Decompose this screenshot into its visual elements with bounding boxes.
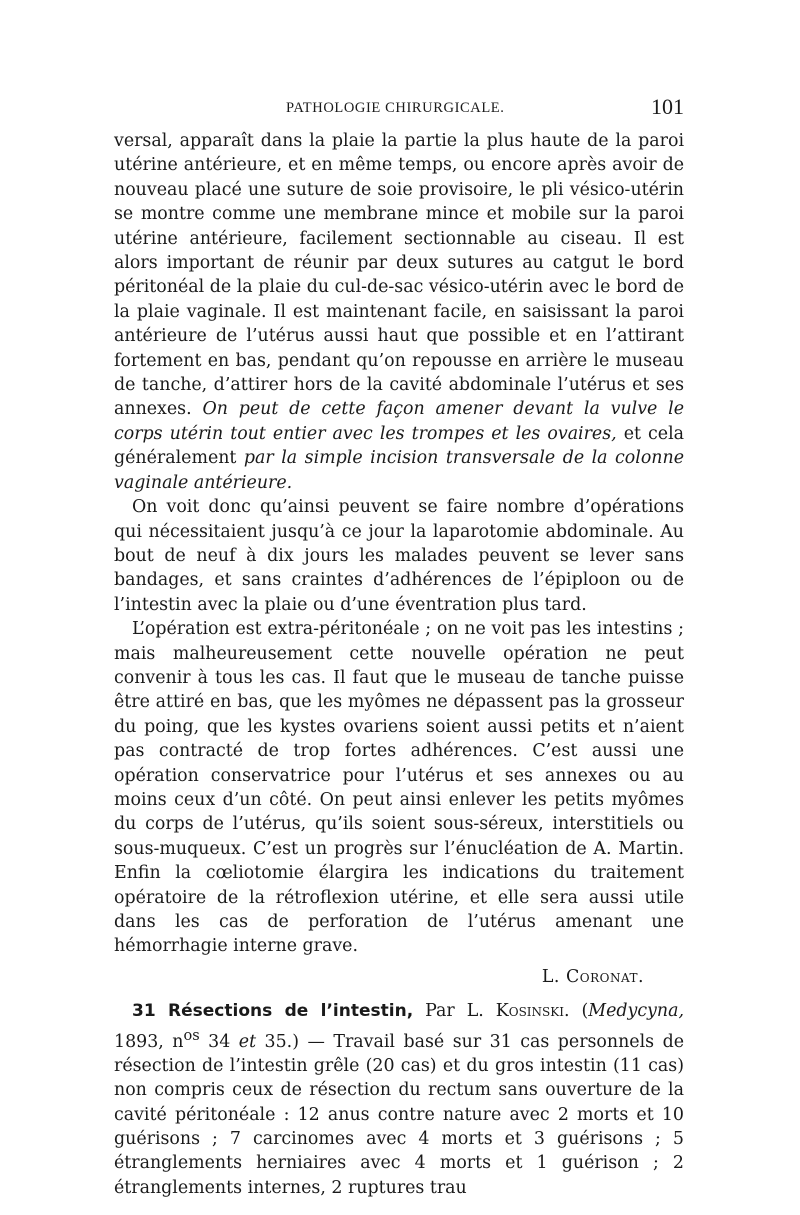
abstract-by: Par L. [413,1001,496,1022]
signature-initial: L. [541,966,566,987]
abstract-heading [132,1001,413,1021]
author-signature [114,965,684,989]
signature-name: Coronat. [565,966,644,987]
abstract-entry [114,999,684,1200]
citation-nos: os [183,1027,200,1044]
citation-open: ( [569,1001,589,1022]
running-head: PATHOLOGIE CHIRURGICALE. [286,100,505,116]
abstract-text: Travail basé sur 31 cas personnels de résection de l’intestin grêle (20 cas) et du gros intestin (11 cas) non compris ceux de résection du rectum sans ouverture de la cavité péritonéale : 12 anus contre nature avec 2 morts et 10 guérisons ; 7 carcinomes avec 4 morts et 3 guérisons ; 5 étranglements herniaires avec 4 morts et 1 guérison ; 2 étranglements internes, 2 ruptures trau [114,1031,685,1198]
paragraph-continuation [114,129,684,495]
paragraph: On voit donc qu’ainsi peuvent se faire nombre d’opérations qui nécessitaient jusqu’à ce jour la laparotomie abdominale. Au bout de neuf à dix jours les malades peuvent se lever sans bandages, et sans craintes d’adhérences de l’épiploon ou de l’intestin avec la plaie ou d’une éventration plus tard. [114,497,684,615]
citation-et: et [238,1031,257,1052]
paragraph: L’opération est extra-péritonéale ; on ne voit pas les intestins ; mais malheureusement cette nouvelle opération ne peut convenir à tous les cas. Il faut que le museau de tanche puisse être attiré en bas, que les myômes ne dépassent pas la grosseur du poing, que les kystes ovariens soient aussi petits et n’aient pas contracté de trop fortes adhérences. C’est aussi une opération conservatrice pour l’utérus et ses annexes ou au moins ceux d’un côté. On peut ainsi enlever les petits myômes du corps de l’utérus, qu’ils soient sous-séreux, interstitiels ou sous-muqueux. C’est un progrès sur l’énucléation de A. Martin. Enfin la cœliotomie élargira les indications du traitement opératoire de la rétroflexion utérine, et elle sera aussi utile dans les cas de perforation de l’utérus amenant une hémorrhagie interne grave. [114,619,684,957]
citation-end: 35.) — [256,1031,334,1052]
abstract-author: Kosinski. [495,1001,570,1022]
italic-phrase: par la simple incision transversale de la colonne vaginale antérieure. [114,448,684,493]
journal-name: Medycyna, [588,1001,684,1022]
abstract-number: 31 [132,1001,156,1022]
body-text [114,129,684,1200]
citation-year: 1893, n [114,1031,184,1052]
italic-phrase: On peut de cette façon amener devant la vulve le corps utérin tout entier avec les trompes et les ovaires, [114,399,685,444]
paragraph-text: versal, apparaît dans la plaie la partie la plus haute de la paroi utérine antérieure, et en même temps, ou encore après avoir de nouveau placé une suture de soie provisoire, le pli vésico-utérin se montre comme une membrane mince et mobile sur la paroi utérine antérieure, facilement sectionnable au ciseau. Il est alors important de réunir par deux sutures au catgut le bord péritonéal de la plaie du cul-de-sac vésico-utérin avec le bord de la plaie vaginale. Il est maintenant facile, en saisissant la paroi antérieure de l’utérus aussi haut que possible et en l’attirant fortement en bas, pendant qu’on repousse en arrière le museau de tanche, d’attirer hors de la cavité abdominale l’utérus et ses annexes. [114,131,684,420]
paragraph-text: et cela généralement [114,423,684,469]
citation-mid: 34 [199,1031,239,1052]
abstract-title: Résections de l’intestin, [155,1001,414,1022]
page-number: 101 [651,94,684,119]
page-header [114,94,684,124]
